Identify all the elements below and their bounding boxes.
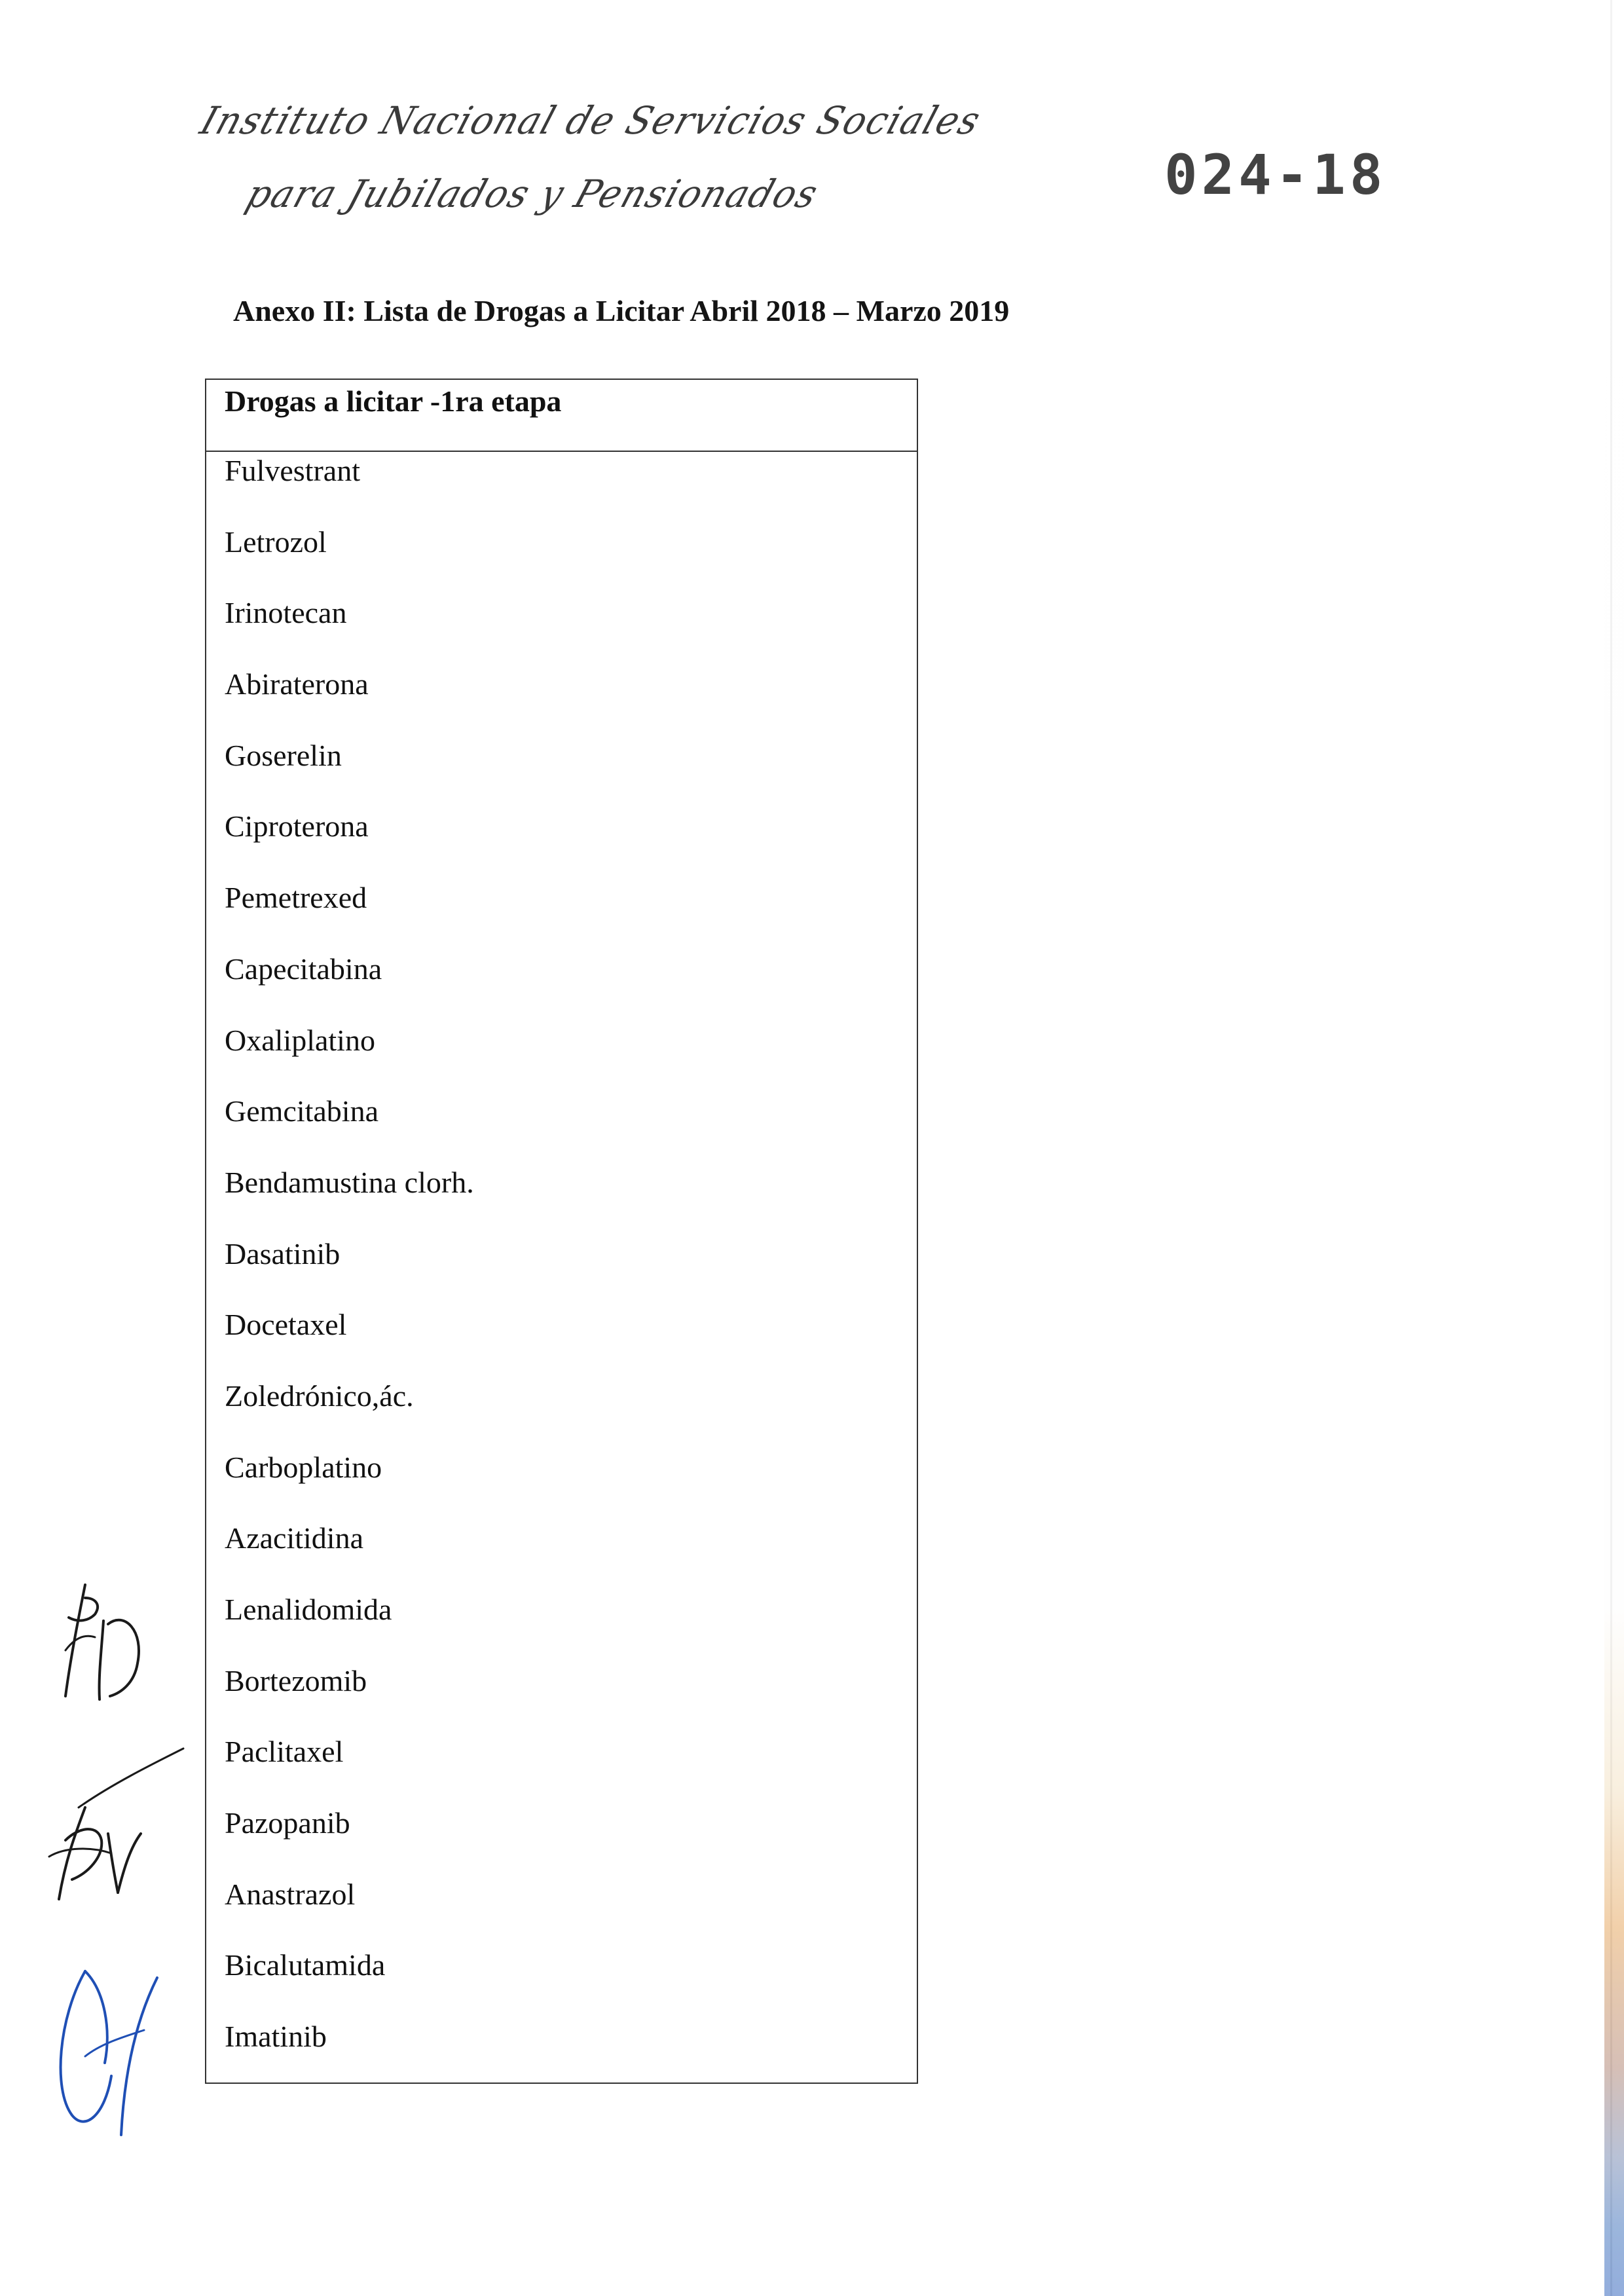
list-item: Bortezomib	[225, 1663, 367, 1697]
scan-edge-color-strip	[1604, 0, 1624, 2296]
signature-2	[26, 1742, 196, 1912]
list-item: Lenalidomida	[225, 1593, 392, 1626]
letterhead-line-1: Instituto Nacional de Servicios Sociales	[194, 98, 987, 143]
list-item: Irinotecan	[225, 596, 347, 630]
document-title: Anexo II: Lista de Drogas a Licitar Abril 2018 – Marzo 2019	[233, 294, 1010, 327]
signature-1	[39, 1572, 157, 1716]
table-header	[206, 380, 917, 452]
list-item: Paclitaxel	[225, 1735, 344, 1769]
list-item: Bicalutamida	[225, 1948, 386, 1982]
letterhead-line-2: para Jubilados y Pensionados	[240, 172, 824, 216]
list-item: Imatinib	[225, 2020, 327, 2054]
drug-list	[206, 452, 917, 2089]
list-item: Bendamustina clorh.	[225, 1165, 474, 1199]
list-item: Pemetrexed	[225, 881, 367, 915]
document-number-stamp: 024-18	[1164, 143, 1387, 207]
list-item: Azacitidina	[225, 1521, 364, 1555]
list-item: Capecitabina	[225, 952, 382, 986]
table-header-label: Drogas a licitar -1ra etapa	[225, 384, 562, 418]
list-item: Anastrazol	[225, 1877, 356, 1911]
list-item: Gemcitabina	[225, 1094, 379, 1128]
list-item: Abiraterona	[225, 667, 369, 701]
list-item: Dasatinib	[225, 1236, 341, 1270]
list-item: Pazopanib	[225, 1806, 350, 1840]
list-item: Carboplatino	[225, 1450, 382, 1484]
list-item: Letrozol	[225, 525, 327, 559]
drug-table	[205, 379, 918, 2084]
letterhead	[194, 98, 987, 229]
list-item: Docetaxel	[225, 1308, 347, 1342]
list-item: Ciproterona	[225, 809, 369, 843]
list-item: Oxaliplatino	[225, 1023, 375, 1057]
list-item: Fulvestrant	[225, 454, 360, 487]
list-item: Goserelin	[225, 738, 342, 772]
list-item: Zoledrónico,ác.	[225, 1379, 414, 1413]
signature-3	[46, 1958, 177, 2148]
